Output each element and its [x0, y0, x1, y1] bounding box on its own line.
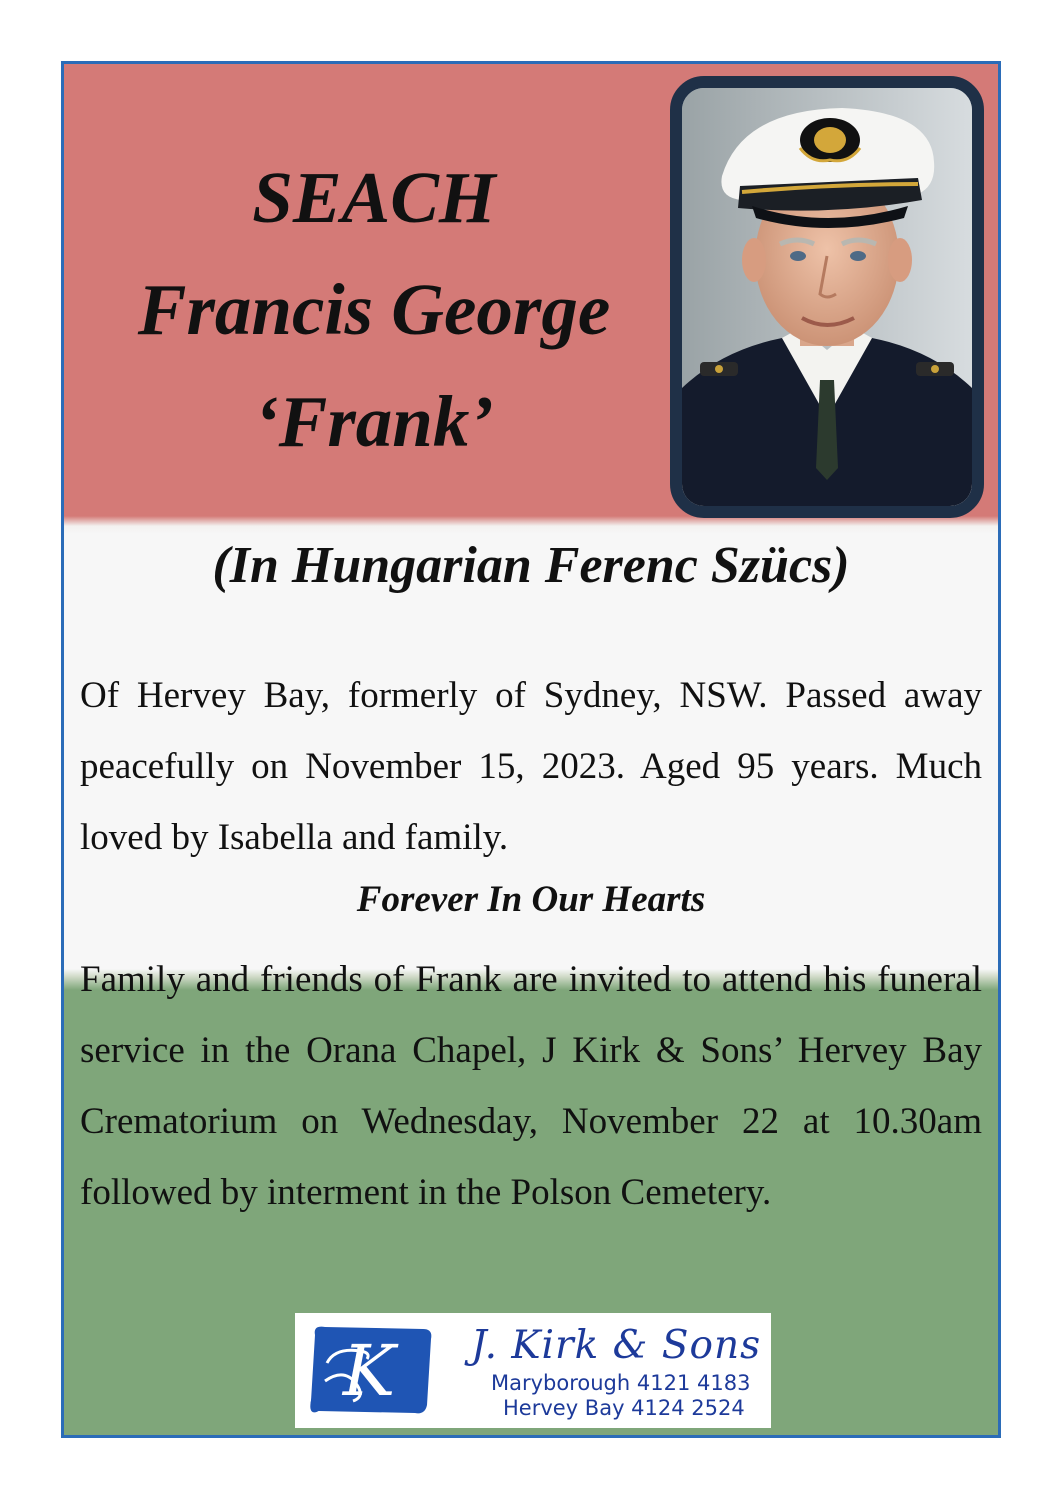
- given-names: Francis George: [137, 269, 611, 350]
- hungarian-name: (In Hungarian Ferenc Szücs): [212, 537, 850, 594]
- portrait-photo: [670, 76, 984, 518]
- notice-paragraph-1: Of Hervey Bay, formerly of Sydney, NSW. Passed away peacefully on November 15, 2023. Aged 95 years. Much loved by Isabella and family.: [80, 675, 982, 858]
- tagline: Forever In Our Hearts: [356, 879, 706, 920]
- k-monogram-icon: [305, 1321, 435, 1420]
- surname: SEACH: [252, 157, 496, 238]
- name-heading: [64, 142, 684, 478]
- funeral-home-logo: [295, 1313, 771, 1428]
- phone-maryborough: Maryborough 4121 4183: [491, 1371, 751, 1395]
- phone-hervey-bay: Hervey Bay 4124 2524: [503, 1396, 745, 1420]
- nickname: ‘Frank’: [254, 381, 494, 462]
- notice-frame: [61, 61, 1001, 1438]
- funeral-details-paragraph: Family and friends of Frank are invited to attend his funeral service in the Orana Chapel, J Kirk & Sons’ Hervey Bay Crematorium on Wednesday, November 22 at 10.30am followed by interment in the Polson Cemetery.: [80, 959, 982, 1213]
- funeral-home-name: J. Kirk & Sons: [471, 1323, 762, 1368]
- monogram-letter: K: [342, 1330, 396, 1412]
